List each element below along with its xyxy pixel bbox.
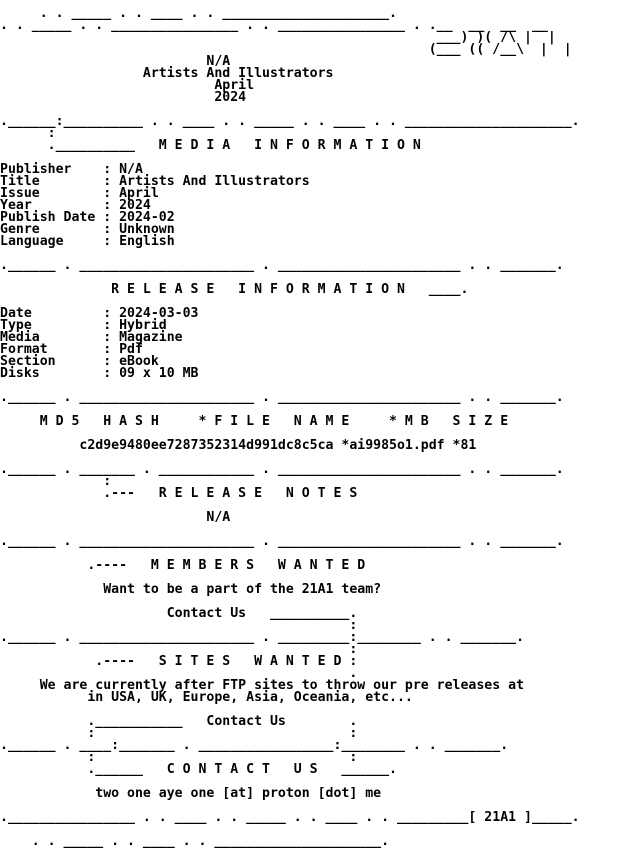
nfo-line: Issue : April	[0, 186, 159, 201]
nfo-line: Disks : 09 x 10 MB	[0, 366, 199, 381]
nfo-line: .______ . ______________________ . _________:________ . . _______.	[0, 630, 525, 645]
nfo-line: :	[0, 618, 358, 633]
nfo-line: .______ . ______________________ . _______________________ . . _______.	[0, 258, 564, 273]
nfo-line: Date : 2024-03-03	[0, 306, 199, 321]
nfo-line: .__________ M E D I A I N F O R M A T I O N	[0, 138, 421, 153]
nfo-line: .______:__________ . . ____ . . _____ . . ____ . . _____________________.	[0, 114, 580, 129]
nfo-line: .______ . ____:_______ . _________________:________ . . _______.	[0, 738, 509, 753]
nfo-line: Publish Date : 2024-02	[0, 210, 175, 225]
nfo-line: Language : English	[0, 234, 175, 249]
nfo-line: Media : Magazine	[0, 330, 183, 345]
nfo-line: :	[0, 474, 112, 489]
nfo-line: .______ . _______ . ____________ . _______________________ . . _______.	[0, 462, 564, 477]
nfo-line: in USA, UK, Europe, Asia, Oceania, etc...	[0, 690, 413, 705]
nfo-line: N/A	[0, 510, 231, 525]
nfo-line: Genre : Unknown	[0, 222, 175, 237]
nfo-line: c2d9e9480ee7287352314d991dc8c5ca *ai9985o1.pdf *81	[0, 438, 477, 453]
nfo-line: .______ . ______________________ . _______________________ . . _______.	[0, 390, 564, 405]
nfo-line: N/A	[0, 54, 231, 69]
nfo-line: :	[0, 126, 56, 141]
nfo-line: Want to be a part of the 21A1 team?	[0, 582, 382, 597]
nfo-line: .---- S I T E S W A N T E D :	[0, 654, 358, 669]
nfo-line: Year : 2024	[0, 198, 151, 213]
nfo-line: .______ . ______________________ . _______________________ . . _______.	[0, 534, 564, 549]
nfo-line: Publisher : N/A	[0, 162, 143, 177]
nfo-line: April	[0, 78, 255, 93]
nfo-line: :	[0, 642, 358, 657]
nfo-line: Title : Artists And Illustrators	[0, 174, 310, 189]
nfo-line: Type : Hybrid	[0, 318, 167, 333]
nfo-line: ___) )( /\ | |	[0, 30, 564, 45]
nfo-line: R E L E A S E I N F O R M A T I O N ____.	[0, 282, 469, 297]
nfo-line: two one aye one [at] proton [dot] me	[0, 786, 382, 801]
nfo-line: .________________ . . ____ . . _____ . . ____ . . _________[ 21A1 ]_____.	[0, 810, 580, 825]
nfo-line: .--- R E L E A S E N O T E S	[0, 486, 358, 501]
nfo-line: .---- M E M B E R S W A N T E D	[0, 558, 366, 573]
nfo-line: Contact Us __________.	[0, 606, 358, 621]
nfo-line: Section : eBook	[0, 354, 159, 369]
nfo-line: : :	[0, 726, 358, 741]
nfo-line: . . _____ . . ____ . . _____________________.	[0, 6, 397, 21]
nfo-line: .	[0, 666, 358, 681]
nfo-line: Artists And Illustrators	[0, 66, 334, 81]
nfo-line: M D 5 H A S H * F I L E N A M E * M B S I Z E	[0, 414, 509, 429]
nfo-line: : :	[0, 750, 358, 765]
nfo-line: . . _____ . . ____ . . _____________________.	[0, 834, 390, 849]
nfo-line: .______ C O N T A C T U S ______.	[0, 762, 397, 777]
nfo-line: We are currently after FTP sites to throw our pre releases at	[0, 678, 525, 693]
nfo-line: . . _____ . . ________________ . . ________________ . .__ __ __ __	[0, 18, 564, 33]
nfo-line: .___________ Contact Us .	[0, 714, 358, 729]
nfo-line: Format : Pdf	[0, 342, 143, 357]
nfo-line: 2024	[0, 90, 247, 105]
nfo-line: (___ (( /__\ | |	[0, 42, 572, 57]
